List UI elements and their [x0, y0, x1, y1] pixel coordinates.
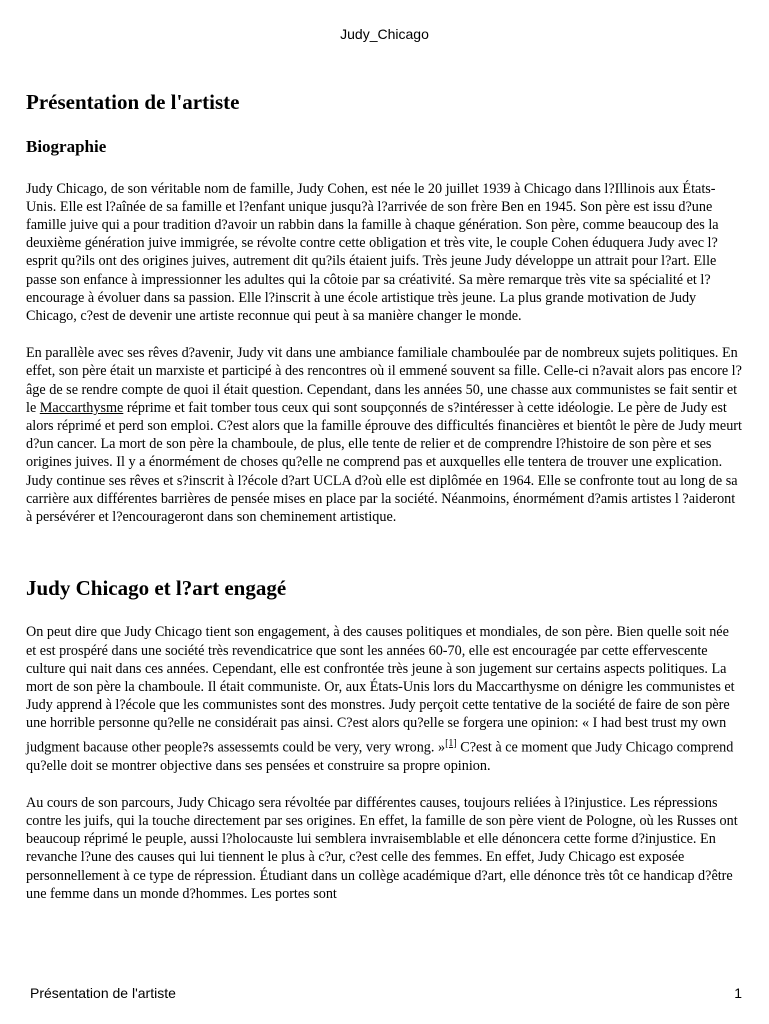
maccarthysme-link[interactable]: Maccarthysme: [39, 399, 124, 416]
paragraph-biographie-2: [26, 344, 742, 526]
section-heading-art-engage: Judy Chicago et l?art engagé: [26, 576, 287, 601]
document-body: [26, 90, 742, 922]
section-heading-presentation: Présentation de l'artiste: [26, 90, 240, 114]
page-number: 1: [734, 985, 742, 1001]
page-footer: [30, 985, 742, 1001]
paragraph-art-engage-1: [26, 623, 742, 774]
paragraph-text: C?est à ce moment que Judy Chicago comprend qu?elle doit se montrer objective dans ses pensées et construire sa propre opinion.: [26, 739, 734, 774]
page-header-title: Judy_Chicago: [340, 26, 429, 42]
footer-section-title: Présentation de l'artiste: [30, 985, 176, 1001]
paragraph-art-engage-2: Au cours de son parcours, Judy Chicago sera révoltée par différentes causes, toujours reliées à l?injustice. Les répressions contre les juifs, qui la touche directement par ses origines. En effet, la famille de son père vient de Pologne, où les Russes ont beaucoup réprimé le peuple, aussi l?holocauste lui semblera invraisemblable et elle dénoncera cette forme d?injustice. En revanche l?une des causes qui lui tiennent le plus à c?ur, c?est celle des femmes. En effet, Judy Chicago est exposée personnellement à ce type de répression. Étudiant dans un collège académique d?art, elle dénonce très tôt ce handicap d?être une femme dans un monde d?hommes. Les portes sont: [26, 794, 738, 902]
subheading-biographie: Biographie: [26, 137, 107, 157]
paragraph-text: En parallèle avec ses rêves d?avenir, Judy vit dans une ambiance familiale chamboulée par de nombreux sujets politiques. En effet, son père était un marxiste et participé à des rencontres où il emmené souvent sa fille. Celle-ci n?avait alors pas encore l?âge de se rendre compte de quoi il était question. Cependant, dans les années 50, une chasse aux communistes se fait sentir et le: [26, 345, 742, 416]
paragraph-text: réprime et fait tomber tous ceux qui sont soupçonnés de s?intéresser à cette idéologie. Le père de Judy est alors réprimé et perd son emploi. C?est alors que la famille éprouve des difficultés financières et bientôt le père de Judy meurt d?un cancer. La mort de son père la chamboule, de plus, elle tente de relier et de comprendre l?histoire de son père et ses origines juives. Il y a énormément de choses qu?elle ne comprend pas et auxquelles elle tentera de trouver une explication. Judy continue ses rêves et s?inscrit à l?école d?art UCLA d?où elle est diplômée en 1964. Elle se confronte tout au long de sa carrière aux différentes barrières de pensée mises en place par la société. Néanmoins, énormément d?amis artistes l ?aideront à persévérer et l?encourageront dans son cheminement artistique.: [26, 399, 742, 526]
paragraph-biographie-1: Judy Chicago, de son véritable nom de famille, Judy Cohen, est née le 20 juillet 1939 à Chicago dans l?Illinois aux États-Unis. Elle est l?aînée de sa famille et l?enfant unique jusqu?à l?arrivée de son frère Ben en 1945. Son père est issu d?une famille juive qui a pour tradition d?avoir un rabbin dans la famille à chaque génération. Son père, comme beaucoup des la deuxième génération juive immigrée, se révolte contre cette obligation et très vite, le couple Cohen éduquera Judy avec l?esprit qu?ils ont des origines juives, autrement dit qu?ils étaient juifs. Très jeune Judy développe un attrait pour l?art. Elle passe son enfance à impressionner les adultes qui la côtoie par sa créativité. Sa mère remarque très vite sa spécialité et l?encourage à évoluer dans sa passion. Elle l?inscrit à une école artistique très jeune. La plus grande motivation de Judy Chicago, c?est de devenir une artiste reconnue qui peut à sa manière changer le monde.: [26, 180, 719, 324]
footnote-ref-1[interactable]: [1]: [445, 737, 457, 749]
paragraph-text: On peut dire que Judy Chicago tient son engagement, à des causes politiques et mondiales, de son père. Bien quelle soit née et est prospéré dans une société très revendicatrice que sont les années 60-70, elle est encouragée par cette effervescente culture qui nait dans ces années. Cependant, elle est confrontée très jeune à son jugement sur certains aspects politiques. La mort de son père la chamboule. Il était communiste. Or, aux États-Unis lors du Maccarthysme on dénigre les communistes et Judy apprend à l?école que les communistes sont des monstres. Judy perçoit cette tentative de la société de faire de son père une horrible personne qu?elle ne considérait pas ainsi. C?est alors qu?elle se forgera une opinion: « I had best trust my own judgment bacause other people?s assessemts could be very, very wrong. »: [26, 624, 735, 756]
